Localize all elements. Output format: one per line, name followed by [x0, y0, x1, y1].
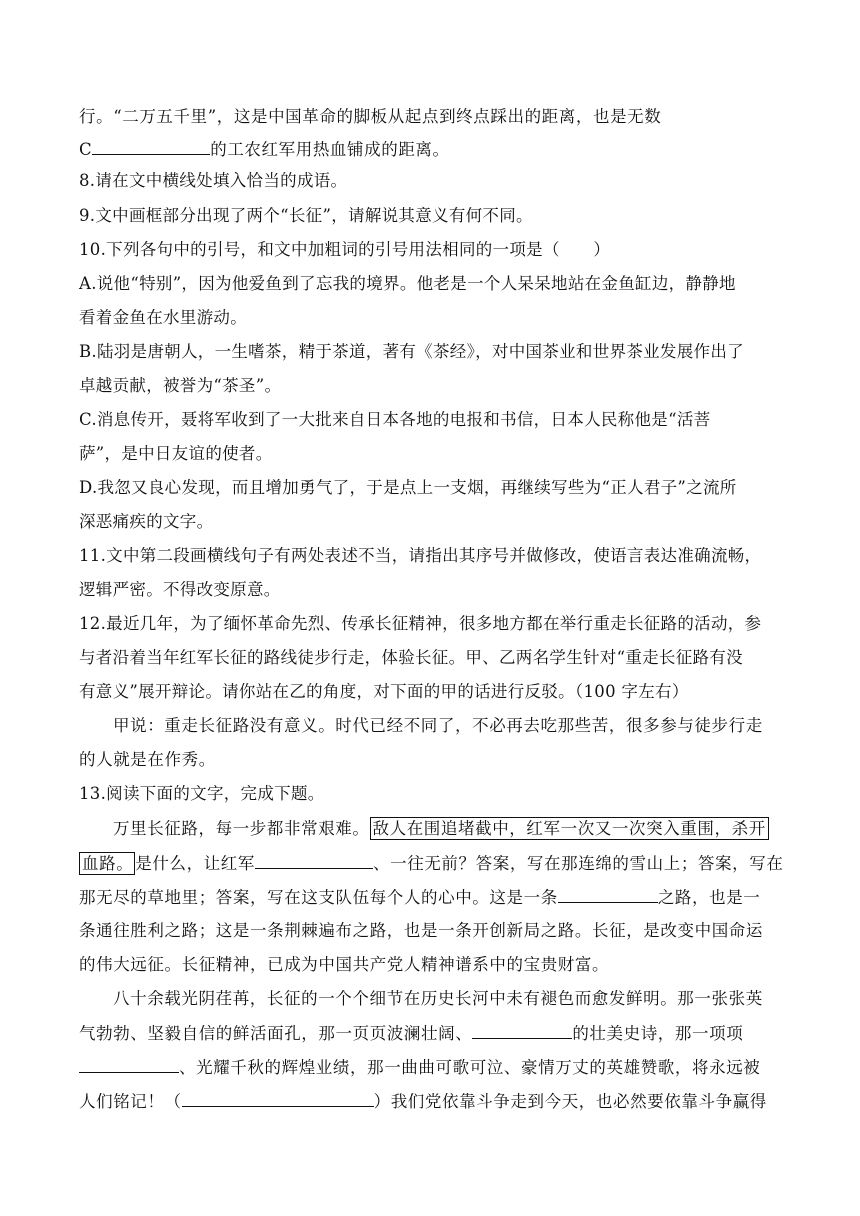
passage-line: 人们铭记！（ ）我们党依靠斗争走到今天，也必然要依靠斗争赢得: [79, 1092, 767, 1111]
fill-blank: [472, 1022, 572, 1039]
question-11-cont: 逻辑严密。不得改变原意。: [79, 580, 281, 599]
passage-line: 万里长征路，每一步都非常艰难。 敌人在围追堵截中，红军一次又一次突入重围，杀开: [113, 818, 769, 840]
option-prefix: C: [79, 140, 93, 159]
text-line: 行。“二万五千里”，这是中国革命的脚板从起点到终点踩出的距离，也是无数: [79, 107, 662, 126]
fill-blank: [92, 138, 210, 155]
option-a-cont: 看着金鱼在水里游动。: [79, 308, 247, 327]
option-b: B.陆羽是唐朝人，一生嗜茶，精于茶道，著有《茶经》，对中国茶业和世界茶业发展作出了: [79, 342, 744, 361]
passage-line: 那无尽的草地里；答案，写在这支队伍每个人的心中。这是一条 之路，也是一: [79, 888, 761, 907]
fill-blank: [558, 886, 658, 903]
option-b-cont: 卓越贡献，被誉为“茶圣”。: [79, 376, 282, 395]
passage-line: 、光耀千秋的辉煌业绩，那一曲曲可歌可泣、豪情万丈的英雄赞歌，将永远被: [79, 1056, 760, 1078]
question-12-cont: 有意义”展开辩论。请你站在乙的角度，对下面的甲的话进行反驳。（100 字左右）: [79, 682, 689, 701]
jia-quote: 甲说：重走长征路没有意义。时代已经不同了，不必再去吃那些苦，很多参与徒步行走: [113, 716, 763, 735]
passage-line: 血路。 是什么，让红军 、一往无前？答案，写在那连绵的雪山上；答案，写在: [79, 852, 783, 874]
passage-line: 气勃勃、坚毅自信的鲜活面孔，那一页页波澜壮阔、 的壮美史诗，那一项项: [79, 1024, 744, 1043]
fill-blank: [255, 852, 373, 869]
fill-blank: [182, 1090, 374, 1107]
question-13: 13.阅读下面的文字，完成下题。: [79, 784, 325, 803]
passage-line: 八十余载光阴荏苒，长征的一个个细节在历史长河中未有褪色而愈发鲜明。那一张张英: [113, 989, 763, 1008]
text-line: C 的工农红军用热血铺成的距离。: [79, 140, 450, 159]
boxed-sentence: 敌人在围追堵截中，红军一次又一次突入重围，杀开: [370, 817, 769, 840]
option-c: C.消息传开，聂将军收到了一大批来自日本各地的电报和书信，日本人民称他是“活菩: [79, 410, 711, 429]
question-9: 9.文中画框部分出现了两个“长征”，请解说其意义有何不同。: [79, 206, 533, 225]
jia-quote-cont: 的人就是在作秀。: [79, 750, 216, 769]
question-10: 10.下列各句中的引号，和文中加粗词的引号用法相同的一项是（ ）: [79, 240, 611, 259]
fill-blank: [79, 1056, 179, 1073]
question-11: 11.文中第二段画横线句子有两处表述不当，请指出其序号并做修改，使语言表达准确流畅，: [79, 546, 762, 565]
question-8: 8.请在文中横线处填入恰当的成语。: [79, 171, 348, 190]
option-a: A.说他“特别”，因为他爱鱼到了忘我的境界。他老是一个人呆呆地站在金鱼缸边，静静地: [79, 274, 736, 293]
question-12-cont: 与者沿着当年红军长征的路线徒步行走，体验长征。甲、乙两名学生针对“重走长征路有没: [79, 648, 743, 667]
question-12: 12.最近几年，为了缅怀革命先烈、传承长征精神，很多地方都在举行重走长征路的活动，参: [79, 614, 762, 633]
option-d-cont: 深恶痛疾的文字。: [79, 512, 214, 531]
passage-line: 的伟大远征。长征精神，已成为中国共产党人精神谱系中的宝贵财富。: [79, 955, 610, 974]
passage-line: 条通往胜利之路；这是一条荆棘遍布之路，也是一条开创新局之路。长征，是改变中国命运: [79, 921, 763, 940]
boxed-sentence-end: 血路。: [79, 852, 135, 875]
option-c-cont: 萨”，是中日友谊的使者。: [79, 444, 273, 463]
option-d: D.我忽又良心发现，而且增加勇气了，于是点上一支烟，再继续写些为“正人君子”之流所: [79, 478, 737, 497]
